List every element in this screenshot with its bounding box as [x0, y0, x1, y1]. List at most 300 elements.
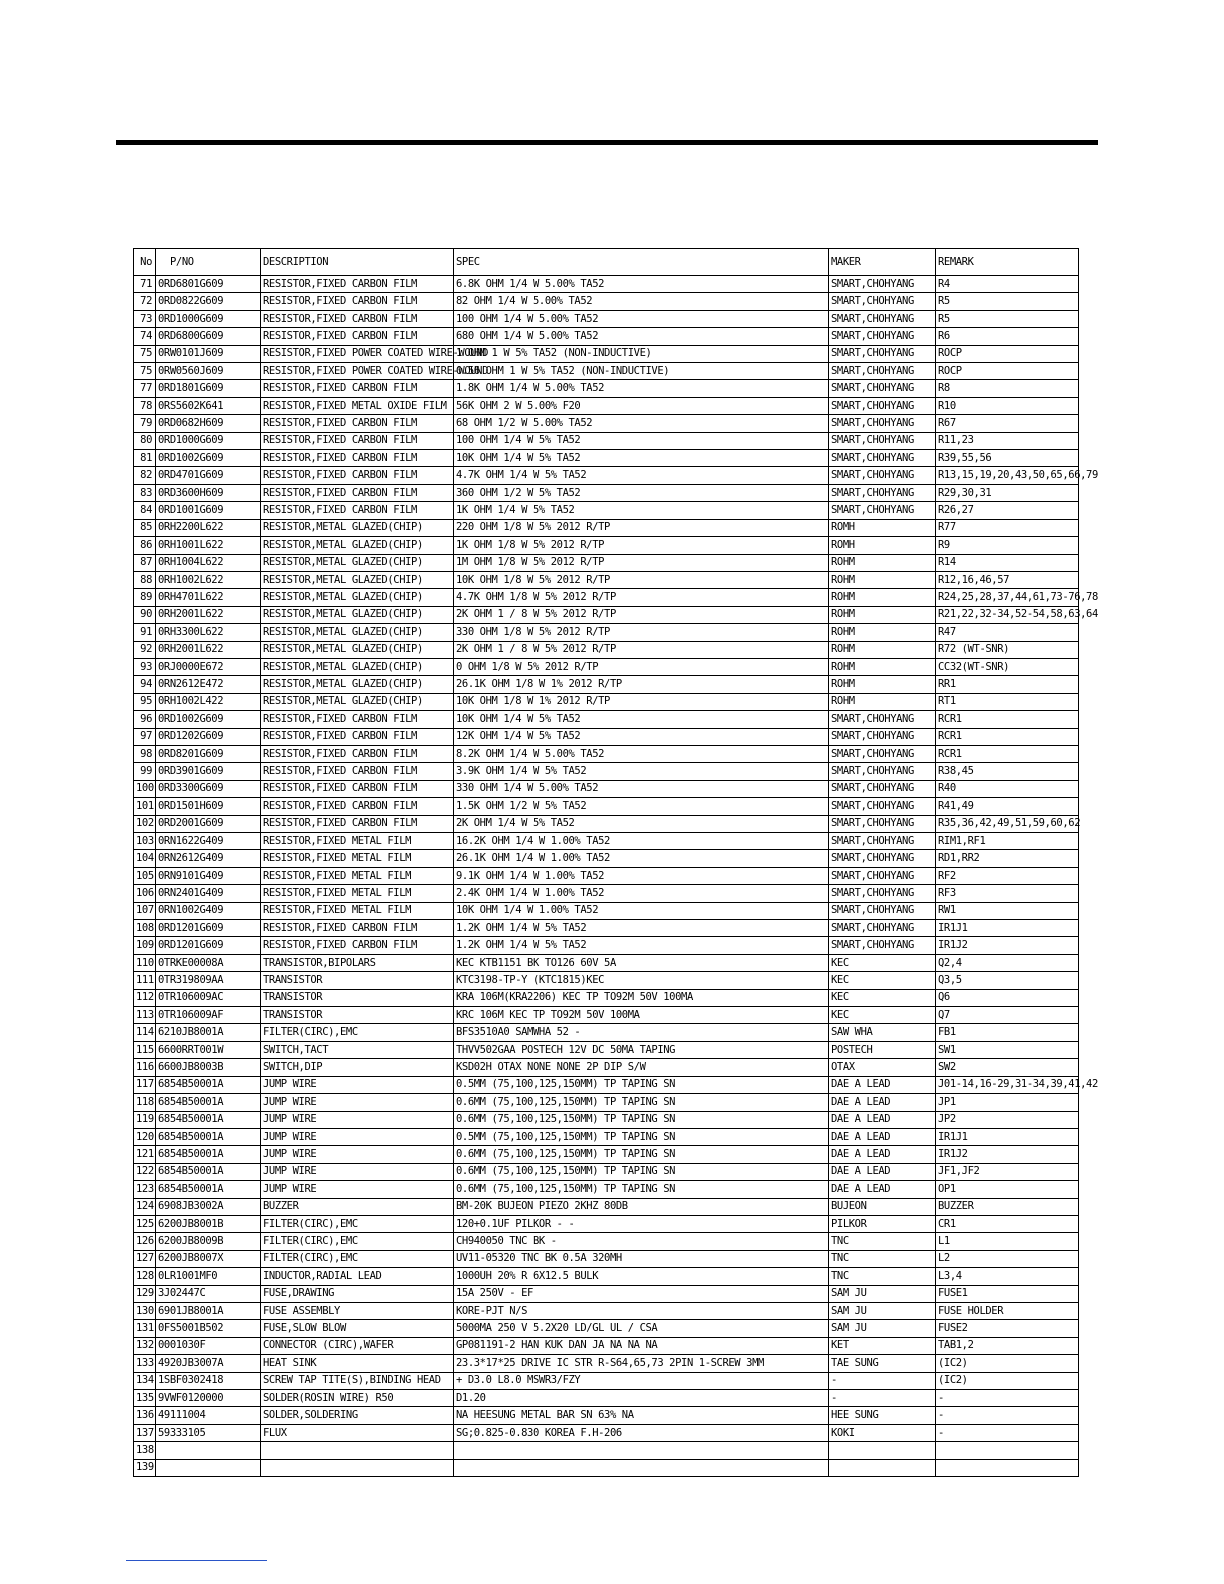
- cell-no: 99: [134, 763, 156, 780]
- table-row: [134, 1233, 1079, 1250]
- cell-no: 73: [134, 310, 156, 327]
- cell-spec: 220 OHM 1/8 W 5% 2012 R/TP: [454, 519, 829, 536]
- cell-maker: SMART,CHOHYANG: [829, 363, 936, 380]
- cell-no: 116: [134, 1059, 156, 1076]
- cell-pno: 0RH4701L622: [156, 589, 261, 606]
- cell-maker: POSTECH: [829, 1041, 936, 1058]
- cell-description: FUSE,DRAWING: [261, 1285, 454, 1302]
- cell-maker: SAM JU: [829, 1302, 936, 1319]
- cell-maker: SMART,CHOHYANG: [829, 397, 936, 414]
- cell-spec: 1K OHM 1/8 W 5% 2012 R/TP: [454, 537, 829, 554]
- cell-spec: KORE-PJT N/S: [454, 1302, 829, 1319]
- cell-spec: 23.3*17*25 DRIVE IC STR R-S64,65,73 2PIN 1-SCREW 3MM: [454, 1355, 829, 1372]
- cell-spec: 0.6MM (75,100,125,150MM) TP TAPING SN: [454, 1111, 829, 1128]
- cell-description: SCREW TAP TITE(S),BINDING HEAD: [261, 1372, 454, 1389]
- cell-remark: RD1,RR2: [936, 850, 1079, 867]
- cell-spec: KTC3198-TP-Y (KTC1815)KEC: [454, 972, 829, 989]
- cell-pno: 6854B50001A: [156, 1163, 261, 1180]
- cell-maker: KEC: [829, 989, 936, 1006]
- cell-maker: SMART,CHOHYANG: [829, 728, 936, 745]
- cell-no: 82: [134, 467, 156, 484]
- cell-spec: 0.6MM (75,100,125,150MM) TP TAPING SN: [454, 1094, 829, 1111]
- cell-spec: D1.20: [454, 1390, 829, 1407]
- cell-no: 111: [134, 972, 156, 989]
- cell-description: RESISTOR,METAL GLAZED(CHIP): [261, 676, 454, 693]
- cell-remark: IR1J1: [936, 1128, 1079, 1145]
- cell-description: RESISTOR,FIXED POWER COATED WIRE-WOUND: [261, 363, 454, 380]
- table-row: [134, 624, 1079, 641]
- cell-pno: 6854B50001A: [156, 1076, 261, 1093]
- cell-description: RESISTOR,FIXED CARBON FILM: [261, 502, 454, 519]
- cell-maker: SMART,CHOHYANG: [829, 380, 936, 397]
- cell-maker: ROHM: [829, 676, 936, 693]
- cell-maker: SAM JU: [829, 1320, 936, 1337]
- cell-spec: 16.2K OHM 1/4 W 1.00% TA52: [454, 833, 829, 850]
- cell-description: CONNECTOR (CIRC),WAFER: [261, 1337, 454, 1354]
- cell-description: RESISTOR,FIXED CARBON FILM: [261, 293, 454, 310]
- cell-description: RESISTOR,FIXED CARBON FILM: [261, 432, 454, 449]
- cell-spec: 0.6MM (75,100,125,150MM) TP TAPING SN: [454, 1146, 829, 1163]
- cell-description: FILTER(CIRC),EMC: [261, 1215, 454, 1232]
- table-row: [134, 745, 1079, 762]
- cell-pno: 1SBF0302418: [156, 1372, 261, 1389]
- cell-pno: 6200JB8001B: [156, 1215, 261, 1232]
- cell-no: 123: [134, 1181, 156, 1198]
- table-row: [134, 867, 1079, 884]
- cell-description: FILTER(CIRC),EMC: [261, 1250, 454, 1267]
- cell-description: JUMP WIRE: [261, 1076, 454, 1093]
- cell-no: 112: [134, 989, 156, 1006]
- table-row: [134, 641, 1079, 658]
- cell-spec: KRC 106M KEC TP TO92M 50V 100MA: [454, 1007, 829, 1024]
- cell-pno: 6854B50001A: [156, 1111, 261, 1128]
- cell-no: 98: [134, 745, 156, 762]
- cell-no: 106: [134, 885, 156, 902]
- cell-remark: R5: [936, 293, 1079, 310]
- cell-spec: NA HEESUNG METAL BAR SN 63% NA: [454, 1407, 829, 1424]
- cell-pno: 0RD3600H609: [156, 484, 261, 501]
- cell-spec: 2K OHM 1 / 8 W 5% 2012 R/TP: [454, 641, 829, 658]
- cell-remark: IR1J2: [936, 937, 1079, 954]
- cell-spec: 120+0.1UF PILKOR - -: [454, 1215, 829, 1232]
- cell-maker: SMART,CHOHYANG: [829, 815, 936, 832]
- cell-spec: 68 OHM 1/2 W 5.00% TA52: [454, 415, 829, 432]
- cell-description: SWITCH,TACT: [261, 1041, 454, 1058]
- cell-no: 133: [134, 1355, 156, 1372]
- cell-no: 81: [134, 450, 156, 467]
- cell-remark: Q3,5: [936, 972, 1079, 989]
- cell-maker: SMART,CHOHYANG: [829, 763, 936, 780]
- cell-remark: FUSE2: [936, 1320, 1079, 1337]
- cell-no: 84: [134, 502, 156, 519]
- cell-pno: 0RW0560J609: [156, 363, 261, 380]
- cell-description: INDUCTOR,RADIAL LEAD: [261, 1268, 454, 1285]
- cell-remark: R38,45: [936, 763, 1079, 780]
- cell-no: 122: [134, 1163, 156, 1180]
- table-row: [134, 885, 1079, 902]
- cell-description: JUMP WIRE: [261, 1094, 454, 1111]
- cell-description: SOLDER(ROSIN WIRE) R50: [261, 1390, 454, 1407]
- cell-no: 86: [134, 537, 156, 554]
- cell-maker: TNC: [829, 1268, 936, 1285]
- cell-description: JUMP WIRE: [261, 1146, 454, 1163]
- cell-no: 91: [134, 624, 156, 641]
- cell-description: RESISTOR,FIXED CARBON FILM: [261, 920, 454, 937]
- cell-description: JUMP WIRE: [261, 1163, 454, 1180]
- cell-remark: L3,4: [936, 1268, 1079, 1285]
- cell-pno: 0RN2612E472: [156, 676, 261, 693]
- table-row: [134, 1198, 1079, 1215]
- cell-pno: 0RH1001L622: [156, 537, 261, 554]
- cell-no: 114: [134, 1024, 156, 1041]
- cell-pno: 0RD1002G609: [156, 711, 261, 728]
- cell-pno: 0RH1002L422: [156, 693, 261, 710]
- cell-pno: 0RD4701G609: [156, 467, 261, 484]
- cell-spec: 2K OHM 1/4 W 5% TA52: [454, 815, 829, 832]
- cell-remark: [936, 1442, 1079, 1459]
- cell-maker: OTAX: [829, 1059, 936, 1076]
- cell-pno: 0RN2401G409: [156, 885, 261, 902]
- cell-description: RESISTOR,FIXED CARBON FILM: [261, 415, 454, 432]
- table-row: [134, 293, 1079, 310]
- cell-no: 93: [134, 658, 156, 675]
- cell-remark: RF3: [936, 885, 1079, 902]
- cell-description: FLUX: [261, 1424, 454, 1441]
- cell-remark: ROCP: [936, 345, 1079, 362]
- table-row: [134, 328, 1079, 345]
- table-row: [134, 676, 1079, 693]
- cell-no: 120: [134, 1128, 156, 1145]
- cell-description: SWITCH,DIP: [261, 1059, 454, 1076]
- cell-maker: ROHM: [829, 641, 936, 658]
- cell-pno: 0RD1801G609: [156, 380, 261, 397]
- table-row: [134, 1041, 1079, 1058]
- cell-remark: -: [936, 1424, 1079, 1441]
- cell-spec: 10K OHM 1/8 W 5% 2012 R/TP: [454, 571, 829, 588]
- cell-no: 127: [134, 1250, 156, 1267]
- cell-no: 128: [134, 1268, 156, 1285]
- cell-no: 79: [134, 415, 156, 432]
- table-row: [134, 798, 1079, 815]
- table-row: [134, 937, 1079, 954]
- cell-description: RESISTOR,FIXED METAL FILM: [261, 867, 454, 884]
- cell-no: 87: [134, 554, 156, 571]
- cell-remark: Q7: [936, 1007, 1079, 1024]
- cell-no: 115: [134, 1041, 156, 1058]
- table-row: [134, 989, 1079, 1006]
- header-maker: MAKER: [829, 249, 936, 276]
- cell-maker: ROHM: [829, 624, 936, 641]
- table-row: [134, 954, 1079, 971]
- cell-remark: R6: [936, 328, 1079, 345]
- cell-description: RESISTOR,FIXED CARBON FILM: [261, 763, 454, 780]
- cell-spec: 1K OHM 1/4 W 5% TA52: [454, 502, 829, 519]
- cell-remark: FB1: [936, 1024, 1079, 1041]
- table-row: [134, 728, 1079, 745]
- cell-description: RESISTOR,FIXED METAL FILM: [261, 902, 454, 919]
- cell-pno: 0RH2200L622: [156, 519, 261, 536]
- table-row: [134, 1337, 1079, 1354]
- cell-spec: [454, 1459, 829, 1476]
- table-row: [134, 1215, 1079, 1232]
- cell-pno: 0RN2612G409: [156, 850, 261, 867]
- cell-pno: 0RD8201G609: [156, 745, 261, 762]
- table-row: [134, 920, 1079, 937]
- cell-maker: SMART,CHOHYANG: [829, 937, 936, 954]
- cell-pno: 9VWF0120000: [156, 1390, 261, 1407]
- cell-pno: 0TR106009AC: [156, 989, 261, 1006]
- cell-maker: -: [829, 1390, 936, 1407]
- cell-no: 75: [134, 363, 156, 380]
- cell-maker: TNC: [829, 1250, 936, 1267]
- top-rule: [116, 140, 1098, 145]
- cell-spec: SG;0.825-0.830 KOREA F.H-206: [454, 1424, 829, 1441]
- cell-spec: 680 OHM 1/4 W 5.00% TA52: [454, 328, 829, 345]
- cell-remark: CR1: [936, 1215, 1079, 1232]
- cell-pno: 4920JB3007A: [156, 1355, 261, 1372]
- cell-spec: UV11-05320 TNC BK 0.5A 320MH: [454, 1250, 829, 1267]
- cell-pno: 6908JB3002A: [156, 1198, 261, 1215]
- cell-pno: 0FS5001B502: [156, 1320, 261, 1337]
- cell-no: 130: [134, 1302, 156, 1319]
- cell-remark: R24,25,28,37,44,61,73-76,78: [936, 589, 1079, 606]
- cell-description: FILTER(CIRC),EMC: [261, 1233, 454, 1250]
- cell-maker: DAE A LEAD: [829, 1163, 936, 1180]
- cell-pno: [156, 1442, 261, 1459]
- cell-remark: [936, 1459, 1079, 1476]
- cell-no: 71: [134, 276, 156, 293]
- cell-maker: SMART,CHOHYANG: [829, 833, 936, 850]
- cell-description: RESISTOR,FIXED CARBON FILM: [261, 484, 454, 501]
- cell-no: 102: [134, 815, 156, 832]
- cell-no: 131: [134, 1320, 156, 1337]
- cell-no: 104: [134, 850, 156, 867]
- cell-description: RESISTOR,METAL GLAZED(CHIP): [261, 658, 454, 675]
- cell-spec: 4.7K OHM 1/4 W 5% TA52: [454, 467, 829, 484]
- cell-remark: R39,55,56: [936, 450, 1079, 467]
- parts-list-table: [133, 248, 1098, 1477]
- cell-description: RESISTOR,FIXED METAL FILM: [261, 850, 454, 867]
- cell-maker: SMART,CHOHYANG: [829, 293, 936, 310]
- cell-spec: 3.9K OHM 1/4 W 5% TA52: [454, 763, 829, 780]
- cell-description: RESISTOR,FIXED CARBON FILM: [261, 467, 454, 484]
- cell-description: RESISTOR,METAL GLAZED(CHIP): [261, 537, 454, 554]
- cell-pno: 6854B50001A: [156, 1094, 261, 1111]
- cell-maker: SMART,CHOHYANG: [829, 276, 936, 293]
- table-row: [134, 1163, 1079, 1180]
- table-row: [134, 1024, 1079, 1041]
- cell-description: TRANSISTOR: [261, 972, 454, 989]
- cell-pno: 0RN1002G409: [156, 902, 261, 919]
- cell-pno: 0RD3300G609: [156, 780, 261, 797]
- cell-remark: R14: [936, 554, 1079, 571]
- cell-no: 88: [134, 571, 156, 588]
- table-row: [134, 380, 1079, 397]
- cell-spec: KRA 106M(KRA2206) KEC TP TO92M 50V 100MA: [454, 989, 829, 1006]
- cell-no: 101: [134, 798, 156, 815]
- cell-pno: 0RH1002L622: [156, 571, 261, 588]
- cell-pno: 0RD0822G609: [156, 293, 261, 310]
- cell-maker: DAE A LEAD: [829, 1076, 936, 1093]
- cell-description: SOLDER,SOLDERING: [261, 1407, 454, 1424]
- cell-spec: GP081191-2 HAN KUK DAN JA NA NA NA: [454, 1337, 829, 1354]
- cell-remark: BUZZER: [936, 1198, 1079, 1215]
- cell-no: 92: [134, 641, 156, 658]
- cell-spec: 82 OHM 1/4 W 5.00% TA52: [454, 293, 829, 310]
- cell-pno: 0TR106009AF: [156, 1007, 261, 1024]
- cell-remark: RW1: [936, 902, 1079, 919]
- cell-pno: 0RD1201G609: [156, 937, 261, 954]
- cell-remark: RCR1: [936, 728, 1079, 745]
- cell-remark: IR1J2: [936, 1146, 1079, 1163]
- cell-remark: R77: [936, 519, 1079, 536]
- cell-no: 95: [134, 693, 156, 710]
- cell-maker: SMART,CHOHYANG: [829, 867, 936, 884]
- cell-spec: 0 OHM 1/8 W 5% 2012 R/TP: [454, 658, 829, 675]
- cell-no: 136: [134, 1407, 156, 1424]
- cell-description: FILTER(CIRC),EMC: [261, 1024, 454, 1041]
- cell-description: RESISTOR,FIXED CARBON FILM: [261, 798, 454, 815]
- cell-no: 85: [134, 519, 156, 536]
- cell-maker: DAE A LEAD: [829, 1181, 936, 1198]
- table-row: [134, 1459, 1079, 1476]
- cell-description: [261, 1459, 454, 1476]
- cell-spec: [454, 1442, 829, 1459]
- table-row: [134, 693, 1079, 710]
- table-row: [134, 1181, 1079, 1198]
- cell-maker: ROHM: [829, 554, 936, 571]
- cell-spec: 0.5MM (75,100,125,150MM) TP TAPING SN: [454, 1128, 829, 1145]
- table-row: [134, 606, 1079, 623]
- cell-spec: 10K OHM 1/8 W 1% 2012 R/TP: [454, 693, 829, 710]
- cell-spec: KEC KTB1151 BK TO126 60V 5A: [454, 954, 829, 971]
- cell-no: 77: [134, 380, 156, 397]
- cell-spec: 6.8K OHM 1/4 W 5.00% TA52: [454, 276, 829, 293]
- table-row: [134, 415, 1079, 432]
- cell-pno: 6200JB8007X: [156, 1250, 261, 1267]
- cell-remark: Q2,4: [936, 954, 1079, 971]
- table-row: [134, 850, 1079, 867]
- cell-pno: 0RD1001G609: [156, 502, 261, 519]
- cell-pno: 49111004: [156, 1407, 261, 1424]
- cell-spec: 1.2K OHM 1/4 W 5% TA52: [454, 920, 829, 937]
- cell-description: RESISTOR,METAL GLAZED(CHIP): [261, 571, 454, 588]
- cell-no: 80: [134, 432, 156, 449]
- cell-pno: 6210JB8001A: [156, 1024, 261, 1041]
- cell-remark: R40: [936, 780, 1079, 797]
- table-row: [134, 1285, 1079, 1302]
- cell-maker: ROHM: [829, 658, 936, 675]
- cell-spec: 1M OHM 1/8 W 5% 2012 R/TP: [454, 554, 829, 571]
- table-row: [134, 1007, 1079, 1024]
- cell-maker: KEC: [829, 972, 936, 989]
- table-row: [134, 397, 1079, 414]
- cell-description: JUMP WIRE: [261, 1111, 454, 1128]
- cell-remark: J01-14,16-29,31-34,39,41,42: [936, 1076, 1079, 1093]
- cell-no: 113: [134, 1007, 156, 1024]
- footer-link-rule: [126, 1560, 267, 1561]
- cell-pno: 6854B50001A: [156, 1128, 261, 1145]
- cell-no: 94: [134, 676, 156, 693]
- cell-description: RESISTOR,METAL GLAZED(CHIP): [261, 641, 454, 658]
- cell-description: RESISTOR,FIXED CARBON FILM: [261, 310, 454, 327]
- cell-spec: 5000MA 250 V 5.2X20 LD/GL UL / CSA: [454, 1320, 829, 1337]
- cell-remark: JF1,JF2: [936, 1163, 1079, 1180]
- cell-no: 72: [134, 293, 156, 310]
- cell-spec: 330 OHM 1/8 W 5% 2012 R/TP: [454, 624, 829, 641]
- cell-pno: 3J02447C: [156, 1285, 261, 1302]
- cell-remark: R4: [936, 276, 1079, 293]
- cell-spec: 2.4K OHM 1/4 W 1.00% TA52: [454, 885, 829, 902]
- cell-spec: + D3.0 L8.0 MSWR3/FZY: [454, 1372, 829, 1389]
- table-row: [134, 972, 1079, 989]
- cell-no: 97: [134, 728, 156, 745]
- cell-maker: SMART,CHOHYANG: [829, 450, 936, 467]
- cell-no: 107: [134, 902, 156, 919]
- cell-remark: R12,16,46,57: [936, 571, 1079, 588]
- table-row: [134, 763, 1079, 780]
- cell-spec: THVV502GAA POSTECH 12V DC 50MA TAPING: [454, 1041, 829, 1058]
- table-row: [134, 1128, 1079, 1145]
- cell-spec: 8.2K OHM 1/4 W 5.00% TA52: [454, 745, 829, 762]
- table-row: [134, 658, 1079, 675]
- cell-remark: RCR1: [936, 711, 1079, 728]
- cell-remark: (IC2): [936, 1372, 1079, 1389]
- cell-maker: KOKI: [829, 1424, 936, 1441]
- cell-no: 78: [134, 397, 156, 414]
- cell-maker: ROHM: [829, 693, 936, 710]
- cell-maker: SMART,CHOHYANG: [829, 310, 936, 327]
- table-row: [134, 537, 1079, 554]
- cell-maker: DAE A LEAD: [829, 1111, 936, 1128]
- cell-pno: 0RD1000G609: [156, 310, 261, 327]
- cell-spec: 0.6MM (75,100,125,150MM) TP TAPING SN: [454, 1181, 829, 1198]
- cell-no: 75: [134, 345, 156, 362]
- cell-description: RESISTOR,FIXED CARBON FILM: [261, 380, 454, 397]
- table-row: [134, 1094, 1079, 1111]
- cell-spec: BFS3510A0 SAMWHA 52 -: [454, 1024, 829, 1041]
- cell-pno: 0RD6800G609: [156, 328, 261, 345]
- cell-maker: DAE A LEAD: [829, 1094, 936, 1111]
- table-row: [134, 571, 1079, 588]
- table-row: [134, 467, 1079, 484]
- cell-maker: ROMH: [829, 519, 936, 536]
- cell-no: 90: [134, 606, 156, 623]
- table-row: [134, 1111, 1079, 1128]
- cell-no: 135: [134, 1390, 156, 1407]
- cell-pno: 6854B50001A: [156, 1146, 261, 1163]
- cell-maker: KEC: [829, 954, 936, 971]
- cell-spec: 1 OHM 1 W 5% TA52 (NON-INDUCTIVE): [454, 345, 829, 362]
- cell-no: 100: [134, 780, 156, 797]
- cell-maker: SMART,CHOHYANG: [829, 885, 936, 902]
- cell-pno: 59333105: [156, 1424, 261, 1441]
- header-no: No: [134, 249, 156, 276]
- cell-maker: SMART,CHOHYANG: [829, 711, 936, 728]
- cell-maker: ROHM: [829, 589, 936, 606]
- cell-remark: IR1J1: [936, 920, 1079, 937]
- cell-remark: JP1: [936, 1094, 1079, 1111]
- cell-pno: 6200JB8009B: [156, 1233, 261, 1250]
- cell-description: BUZZER: [261, 1198, 454, 1215]
- cell-maker: HEE SUNG: [829, 1407, 936, 1424]
- cell-spec: 12K OHM 1/4 W 5% TA52: [454, 728, 829, 745]
- header-remark: REMARK: [936, 249, 1079, 276]
- cell-no: 110: [134, 954, 156, 971]
- cell-remark: SW1: [936, 1041, 1079, 1058]
- cell-description: RESISTOR,METAL GLAZED(CHIP): [261, 606, 454, 623]
- cell-maker: SMART,CHOHYANG: [829, 432, 936, 449]
